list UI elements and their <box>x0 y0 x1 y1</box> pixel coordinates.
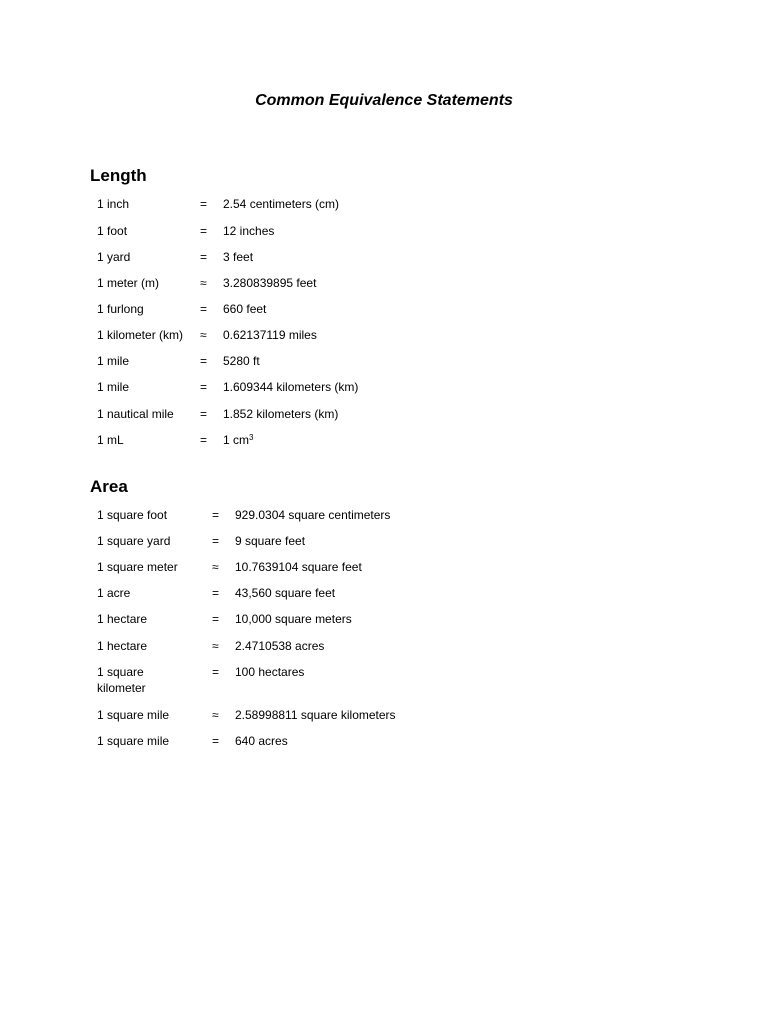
row-quantity: 1 square mile <box>97 734 170 748</box>
row-equivalent: 2.4710538 acres <box>235 639 325 653</box>
row-equivalent: 2.54 centimeters (cm) <box>223 197 340 211</box>
relation-symbol: = <box>212 534 220 548</box>
row-equivalent: 2.58998811 square kilometers <box>235 708 396 722</box>
relation-symbol: = <box>212 665 220 679</box>
row-equivalent: 660 feet <box>223 302 267 316</box>
row-quantity: 1 square meter <box>97 560 178 574</box>
relation-symbol: = <box>212 612 220 626</box>
row-equivalent: 100 hectares <box>235 665 305 679</box>
section-heading-length: Length <box>90 166 147 185</box>
row-quantity: 1 kilometer (km) <box>97 328 184 342</box>
relation-symbol: = <box>200 433 208 447</box>
page-title: Common Equivalence Statements <box>255 92 513 109</box>
row-equivalent: 1.609344 kilometers (km) <box>223 380 359 394</box>
superscript-exponent: 3 <box>249 433 254 442</box>
row-equivalent: 1.852 kilometers (km) <box>223 407 339 421</box>
row-quantity: 1 square yard <box>97 534 171 548</box>
row-quantity: 1 acre <box>97 586 131 600</box>
row-equivalent: 3.280839895 feet <box>223 276 317 290</box>
row-quantity: 1 square foot <box>97 508 168 522</box>
relation-symbol: ≈ <box>212 560 219 574</box>
row-equivalent: 3 feet <box>223 250 254 264</box>
relation-symbol: ≈ <box>200 276 207 290</box>
row-equivalent: 0.62137119 miles <box>223 328 317 342</box>
relation-symbol: = <box>200 354 208 368</box>
row-equivalent: 12 inches <box>223 224 275 238</box>
relation-symbol: = <box>200 302 208 316</box>
row-quantity: 1 square mile <box>97 708 170 722</box>
row-equivalent: 10.7639104 square feet <box>235 560 362 574</box>
row-equivalent <box>223 432 253 448</box>
relation-symbol: = <box>212 508 220 522</box>
relation-symbol: = <box>200 407 208 421</box>
relation-symbol: = <box>200 197 208 211</box>
row-equivalent: 929.0304 square centimeters <box>235 508 391 522</box>
relation-symbol: = <box>212 734 220 748</box>
row-equivalent: 640 acres <box>235 734 288 748</box>
row-quantity: 1 furlong <box>97 302 144 316</box>
relation-symbol: = <box>212 586 220 600</box>
row-quantity: 1 foot <box>97 224 128 238</box>
relation-symbol: = <box>200 380 208 394</box>
row-quantity: 1 mL <box>97 433 124 447</box>
row-quantity: 1 mile <box>97 354 130 368</box>
row-quantity: 1 mile <box>97 380 130 394</box>
row-quantity: 1 nautical mile <box>97 407 174 421</box>
row-quantity: 1 inch <box>97 197 130 211</box>
row-equivalent: 43,560 square feet <box>235 586 336 600</box>
row-equivalent: 10,000 square meters <box>235 612 352 626</box>
relation-symbol: ≈ <box>212 708 219 722</box>
section-heading-area: Area <box>90 477 128 496</box>
row-quantity: 1 hectare <box>97 639 148 653</box>
relation-symbol: = <box>200 250 208 264</box>
relation-symbol: ≈ <box>212 639 219 653</box>
row-quantity: 1 yard <box>97 250 131 264</box>
relation-symbol: ≈ <box>200 328 207 342</box>
row-equivalent: 9 square feet <box>235 534 306 548</box>
row-quantity: 1 meter (m) <box>97 276 160 290</box>
row-equivalent: 5280 ft <box>223 354 260 368</box>
row-quantity: 1 hectare <box>97 612 148 626</box>
row-equivalent-text: 1 cm <box>223 433 250 447</box>
relation-symbol: = <box>200 224 208 238</box>
row-quantity: 1 square kilometer <box>97 665 146 695</box>
